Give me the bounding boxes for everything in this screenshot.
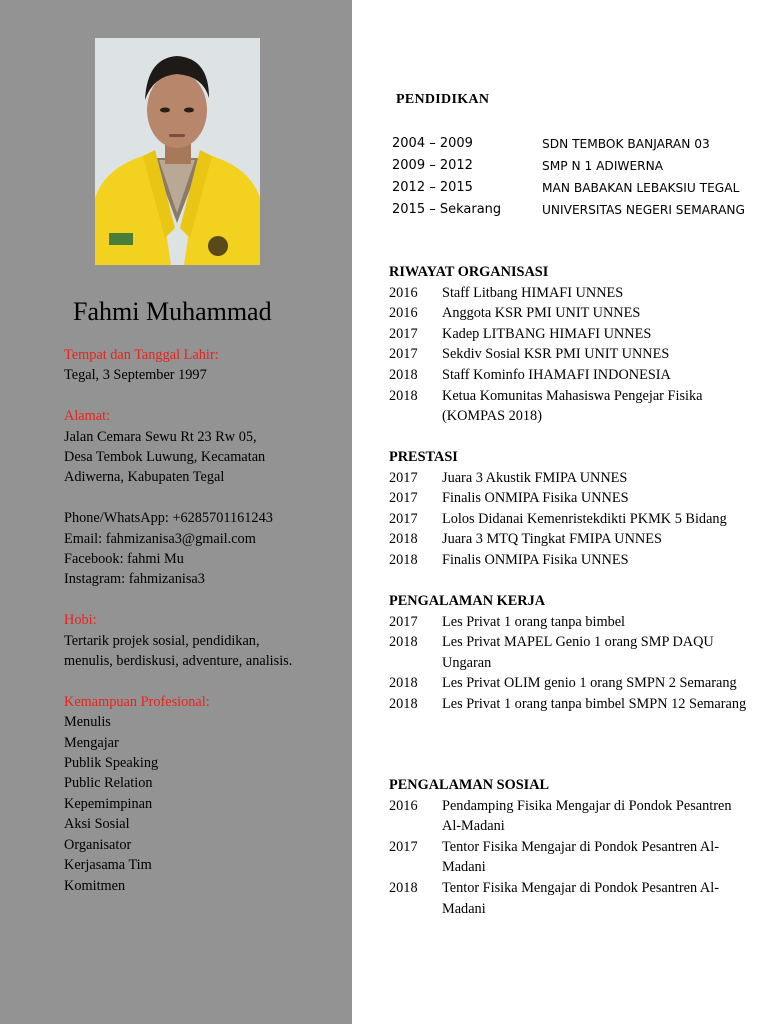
achievement-row	[389, 509, 759, 530]
organization-row	[389, 365, 759, 386]
skill-item: Komitmen	[64, 877, 126, 894]
work-row	[389, 673, 759, 694]
birth-label: Tempat dan Tanggal Lahir:	[64, 347, 219, 363]
row-text: Juara 3 Akustik FMIPA UNNES	[442, 469, 628, 486]
education-school: MAN BABAKAN LEBAKSIU TEGAL	[542, 181, 740, 195]
work-section	[389, 591, 759, 715]
row-text: Ketua Komunitas Mahasiswa Pengejar Fisika (KOMPAS 2018)	[442, 387, 703, 425]
row-text: Finalis ONMIPA Fisika UNNES	[442, 551, 629, 568]
row-year: 2017	[389, 469, 418, 486]
achievement-row	[389, 550, 759, 571]
organization-row	[389, 386, 759, 427]
profile-photo	[95, 38, 260, 265]
row-text: Juara 3 MTQ Tingkat FMIPA UNNES	[442, 531, 662, 548]
organization-row	[389, 324, 759, 345]
row-text: Kadep LITBANG HIMAFI UNNES	[442, 325, 652, 342]
achievement-row	[389, 468, 759, 489]
education-row	[392, 133, 762, 155]
education-row	[392, 155, 762, 177]
birth-value: Tegal, 3 September 1997	[64, 367, 207, 384]
skill-item: Public Relation	[64, 775, 153, 792]
skills-label: Kemampuan Profesional:	[64, 693, 210, 710]
personal-info	[64, 345, 344, 896]
organization-section	[389, 262, 759, 427]
social-heading: PENGALAMAN SOSIAL	[389, 777, 550, 793]
education-heading: PENDIDIKAN	[396, 92, 490, 107]
row-text: Anggota KSR PMI UNIT UNNES	[442, 305, 641, 322]
work-heading: PENGALAMAN KERJA	[389, 593, 546, 609]
social-row	[389, 796, 759, 837]
row-text: Sekdiv Sosial KSR PMI UNIT UNNES	[442, 346, 670, 363]
social-section	[389, 775, 759, 919]
row-year: 2017	[389, 346, 418, 363]
education-years: 2004 – 2009	[392, 136, 473, 151]
row-year: 2018	[389, 551, 418, 568]
organization-row	[389, 303, 759, 324]
organization-heading: RIWAYAT ORGANISASI	[389, 264, 549, 280]
row-text: Les Privat 1 orang tanpa bimbel	[442, 613, 626, 630]
skill-item: Aksi Sosial	[64, 816, 130, 833]
person-name: Fahmi Muhammad	[73, 297, 272, 326]
education-list	[392, 133, 762, 221]
row-text: Lolos Didanai Kemenristekdikti PKMK 5 Bidang	[442, 510, 727, 527]
row-text: Les Privat MAPEL Genio 1 orang SMP DAQU Ungaran	[442, 634, 714, 671]
row-year: 2018	[389, 634, 418, 651]
skill-item: Mengajar	[64, 734, 119, 751]
row-text: Tentor Fisika Mengajar di Pondok Pesantren Al-Madani	[442, 879, 719, 917]
organization-row	[389, 344, 759, 365]
achievement-row	[389, 529, 759, 550]
row-year: 2018	[389, 366, 418, 383]
row-text: Tentor Fisika Mengajar di Pondok Pesantren Al-Madani	[442, 838, 719, 876]
row-year: 2018	[389, 675, 418, 692]
row-year: 2017	[389, 325, 418, 342]
achievements-section	[389, 447, 759, 571]
row-year: 2017	[389, 510, 418, 527]
skill-item: Organisator	[64, 836, 132, 853]
row-year: 2017	[389, 838, 418, 855]
phone-text: Phone/WhatsApp: +6285701161243	[64, 510, 273, 527]
work-row	[389, 694, 759, 715]
education-row	[392, 177, 762, 199]
education-years: 2012 – 2015	[392, 180, 473, 195]
address-line: Adiwerna, Kabupaten Tegal	[64, 469, 225, 486]
row-text: Staff Kominfo IHAMAFI INDONESIA	[442, 366, 671, 383]
row-year: 2017	[389, 613, 418, 630]
education-school: UNIVERSITAS NEGERI SEMARANG	[542, 203, 745, 217]
skill-item: Kepemimpinan	[64, 795, 153, 812]
skill-item: Menulis	[64, 714, 111, 731]
facebook-text: Facebook: fahmi Mu	[64, 551, 184, 568]
row-year: 2018	[389, 531, 418, 548]
row-year: 2016	[389, 305, 418, 322]
work-row	[389, 632, 759, 673]
work-row	[389, 612, 759, 633]
row-text: Pendamping Fisika Mengajar di Pondok Pesantren Al-Madani	[442, 797, 732, 835]
achievements-heading: PRESTASI	[389, 449, 458, 465]
instagram-text: Instagram: fahmizanisa3	[64, 571, 205, 588]
hobby-line: Tertarik projek sosial, pendidikan,	[64, 632, 260, 649]
row-year: 2016	[389, 284, 418, 301]
address-line: Desa Tembok Luwung, Kecamatan	[64, 449, 266, 466]
organization-row	[389, 283, 759, 304]
row-year: 2018	[389, 387, 418, 404]
email-text: Email: fahmizanisa3@gmail.com	[64, 530, 256, 547]
address-line: Jalan Cemara Sewu Rt 23 Rw 05,	[64, 428, 257, 445]
hobby-label: Hobi:	[64, 612, 97, 629]
achievement-row	[389, 488, 759, 509]
row-text: Les Privat 1 orang tanpa bimbel SMPN 12 Semarang	[442, 695, 747, 712]
row-text: Staff Litbang HIMAFI UNNES	[442, 284, 624, 301]
row-text: Finalis ONMIPA Fisika UNNES	[442, 490, 629, 507]
social-row	[389, 837, 759, 878]
social-row	[389, 878, 759, 919]
skill-item: Publik Speaking	[64, 755, 159, 772]
row-year: 2016	[389, 797, 418, 814]
row-year: 2018	[389, 695, 418, 712]
hobby-line: menulis, berdiskusi, adventure, analisis.	[64, 653, 293, 670]
skill-item: Kerjasama Tim	[64, 857, 152, 874]
row-year: 2018	[389, 879, 418, 896]
education-years: 2015 – Sekarang	[392, 202, 502, 217]
address-label: Alamat:	[64, 408, 111, 425]
education-years: 2009 – 2012	[392, 158, 473, 173]
education-school: SDN TEMBOK BANJARAN 03	[542, 137, 710, 151]
row-year: 2017	[389, 490, 418, 507]
education-row	[392, 199, 762, 221]
row-text: Les Privat OLIM genio 1 orang SMPN 2 Semarang	[442, 675, 737, 692]
education-school: SMP N 1 ADIWERNA	[542, 159, 664, 173]
